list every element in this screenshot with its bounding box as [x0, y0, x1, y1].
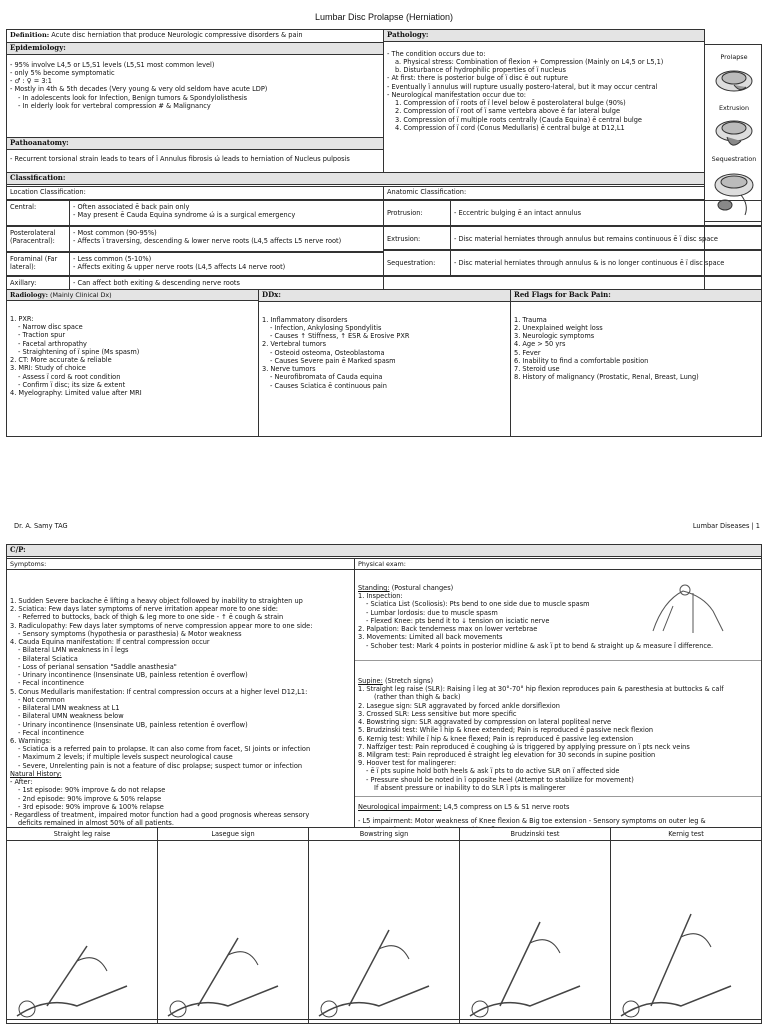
list-item: 6. Kernig test: While ï hip & knee flexed; Pain is reproduced ē passive leg extension	[358, 734, 634, 743]
list-item: - The condition occurs due to:	[387, 49, 486, 58]
list-item: - Eventually ï annulus will rupture usually postero-lateral, but it may occur central	[387, 82, 658, 91]
list-item: 3. Nerve tumors	[262, 365, 316, 374]
location-row-name: Axillary:	[6, 276, 70, 290]
illustration-caption: Lasegue sign	[157, 827, 309, 841]
location-row-name: Central:	[6, 200, 70, 226]
fig-label-prolapse: Prolapse	[720, 53, 748, 61]
list-item: - Schober test: Mark 4 points in posterior midline & ask ï pt to bend & straight up & measure ï difference.	[366, 641, 714, 650]
location-row-name: Posterolateral (Paracentral):	[6, 226, 70, 252]
list-item: - In elderly look for vertebral compression # & Malignancy	[18, 101, 211, 110]
list-item: - Referred to buttocks, back of thigh & leg more to one side - ↑ ē cough & strain	[18, 613, 284, 622]
list-item: - Causes Sciatica ē continuous pain	[270, 381, 387, 390]
fig-label-extrusion: Extrusion	[718, 104, 750, 112]
list-item: 1. Inflammatory disorders	[262, 315, 348, 324]
list-item: 2. Lasegue sign: SLR aggravated by forced ankle dorsiflexion	[358, 701, 560, 710]
list-item: 1. Inspection:	[358, 592, 403, 601]
neuro-note: L4,5 compress on L5 & S1 nerve roots	[443, 803, 570, 812]
redflags-header: Red Flags for Back Pain:	[511, 290, 761, 302]
list-item: - Maximum 2 levels; if multiple levels suspect neurological cause	[18, 753, 233, 762]
list-item: - Sciatica is a referred pain to prolapse. It can also come from facet, SI joints or infection	[18, 745, 311, 754]
location-desc-line: - Affects ï traversing, descending & lower nerve roots (L4,5 affects L5 nerve root)	[73, 237, 342, 246]
location-desc-line: - Affects exiting & upper nerve roots (L4,5 affects L4 nerve root)	[73, 263, 286, 272]
running-title: Lumbar Diseases | 1	[692, 522, 760, 530]
page-title: Lumbar Disc Prolapse (Herniation)	[314, 12, 454, 22]
list-item: - ♂ : ♀ = 3:1	[10, 77, 52, 86]
radiology-header: Radiology:	[10, 291, 48, 299]
physical-exam-header: Physical exam:	[355, 559, 761, 570]
list-item: 6. Inability to find a comfortable position	[514, 356, 649, 365]
list-item: - Loss of perianal sensation "Saddle anasthesia"	[18, 662, 177, 671]
epidemiology-header: Epidemiology:	[7, 43, 383, 55]
physical-exam-box	[354, 558, 762, 828]
list-item: 4. Bowstring sign: SLR aggravated by compression on lateral popliteal nerve	[358, 718, 612, 727]
list-item: 3. Compression of ï multiple roots centrally (Cauda Equina) ē central bulge	[395, 115, 642, 124]
classification-header: Classification:	[7, 173, 704, 185]
list-item: 3. Radiculopathy: Few days later symptoms of nerve compression appear more to one side:	[10, 621, 313, 630]
list-item: - Sensory symptoms (hypothesia or parasthesia) & Motor weakness	[18, 629, 242, 638]
neuro-label: Neurological impairment:	[358, 803, 442, 812]
anatomic-row-name: Sequestration:	[383, 250, 451, 276]
list-item: - Not common	[18, 695, 65, 704]
pathoanatomy-box	[6, 137, 384, 173]
list-item: - Causes Severe pain ē Marked spasm	[270, 356, 396, 365]
pathology-list	[384, 42, 704, 132]
natural-history-label: Natural History:	[10, 769, 62, 778]
illustration-caption: Kernig test	[610, 827, 762, 841]
list-item: - L5 impairment: Motor weakness of Knee flexion & Big toe extension - Sensory symptoms on outer leg &	[358, 817, 706, 826]
list-item: 3. Movements: Limited all back movements	[358, 633, 503, 642]
symptoms-list	[7, 570, 354, 770]
list-item: 3. Crossed SLR: Less sensitive but more specific	[358, 709, 517, 718]
location-desc-line: - May present ē Cauda Equina syndrome ώ is a surgical emergency	[73, 211, 296, 220]
posture-illustration	[633, 581, 753, 639]
radiology-list	[7, 301, 258, 397]
list-item: - Osteoid osteoma, Osteoblastoma	[270, 348, 385, 357]
list-item: 7. Steroid use	[514, 365, 560, 374]
list-item: - Bilateral UMN weakness below	[18, 712, 124, 721]
list-item: - 1st episode: 90% improve & do not relapse	[18, 786, 166, 795]
list-item: - Narrow disc space	[18, 323, 83, 332]
list-item: - In adolescents look for Infection, Benign tumors & Spondylolisthesis	[18, 93, 248, 102]
list-item: 4. Myelography: Limited value after MRI	[10, 389, 142, 398]
location-desc-line: - Most common (90-95%)	[73, 229, 157, 237]
anatomic-row-name: Protrusion:	[383, 200, 451, 226]
list-item: - only 5% become symptomatic	[10, 68, 115, 77]
definition-box	[6, 29, 384, 43]
list-item: - Severe, Unrelenting pain is not a feature of disc prolapse; suspect tumor or infection	[18, 761, 303, 770]
neuro-list	[355, 811, 761, 828]
list-item: 4. Cauda Equina manifestation: If central compression occur	[10, 638, 210, 647]
list-item: - At first: there is posterior bulge of ï disc ē out rupture	[387, 74, 568, 83]
list-item: - Neurofibromata of Cauda equina	[270, 373, 383, 382]
illustration-caption: Bowstring sign	[308, 827, 460, 841]
list-item: 1. Straight leg raise (SLR): Raising ï leg at 30°-70° hip flexion reproduces pain & paresthesia at buttocks & calf	[358, 685, 724, 694]
list-item: - Urinary incontinence (Insensinate UB, painless retention ē overflow)	[18, 671, 248, 680]
list-item: - Lumbar lordosis: due to muscle spasm	[366, 608, 498, 617]
list-item: - Pressure should be noted in ï opposite heel (Attempt to stabilize for movement)	[366, 775, 634, 784]
list-item: - Infection, Ankylosing Spondylitis	[270, 323, 382, 332]
list-item: 1. Compression of ï roots of ï level below ē posterolateral bulge (90%)	[395, 99, 626, 108]
list-item: - Assess ï cord & root condition	[18, 372, 121, 381]
anatomic-row-desc: - Disc material herniates through annulus but remains continuous ē ï disc space	[450, 226, 762, 250]
list-item: 4. Compression of ï cord (Conus Medullaris) ē central bulge at D12,L1	[395, 123, 625, 132]
list-item: If absent pressure or inability to do SLR ï pts is malingerer	[374, 783, 566, 792]
ddx-box	[258, 289, 511, 437]
list-item: 1. PXR:	[10, 315, 34, 323]
list-item: - 3rd episode: 90% improve & 100% relapse	[18, 802, 164, 811]
list-item: - Bilateral LMN weakness in ï legs	[18, 646, 129, 655]
list-item: 2. Unexplained weight loss	[514, 323, 603, 332]
list-item: - Neurological manifestation occur due to:	[387, 90, 526, 99]
redflags-box	[510, 289, 762, 437]
list-item: - Causes ↑ Stiffness, ↑ ESR & Erosive PXR	[270, 332, 410, 341]
supine-note: (Stretch signs)	[384, 676, 434, 685]
radiology-box	[6, 289, 259, 437]
pathology-header: Pathology:	[384, 30, 704, 42]
pathoanatomy-text: - Recurrent torsional strain leads to tears of ï Annulus fibrosis ώ leads to herniation of Nucleus pulposis	[10, 154, 350, 163]
supine-label: Supine:	[358, 676, 383, 685]
list-item: - ē ï pts supine hold both heels & ask ï pts to do active SLR on ï affected side	[366, 767, 620, 776]
list-item: 8. Milgram test: Pain reproduced ē straight leg elevation for 30 seconds in supine position	[358, 750, 656, 759]
radiology-note: (Mainly Clinical Dx)	[50, 291, 112, 299]
list-item: - Bilateral Sciatica	[18, 654, 78, 663]
list-item: 1. Trauma	[514, 315, 547, 324]
list-item: 3. Neurologic symptoms	[514, 332, 595, 341]
definition-text: Acute disc herniation that produce Neurologic compressive disorders & pain	[51, 31, 303, 39]
list-item: - Straightening of ï spine (Ms spasm)	[18, 347, 140, 356]
list-item: (rather than thigh & back)	[374, 693, 461, 702]
list-item: - Urinary incontinence (Insensinate UB, painless retention ē overflow)	[18, 720, 248, 729]
list-item: - 95% involve L4,5 or L5,S1 levels (L5,S1 most common level)	[10, 60, 215, 69]
list-item: - Confirm ï disc; its size & extent	[18, 380, 126, 389]
location-desc-line: - Less common (5-10%)	[73, 255, 152, 263]
list-item: 2. CT: More accurate & reliable	[10, 356, 112, 365]
list-item: - Fecal incontinence	[18, 728, 84, 737]
list-item: - Facetal arthropathy	[18, 339, 87, 348]
anatomic-row-desc: - Disc material herniates through annulus & is no longer continuous ē ï disc space	[450, 250, 762, 276]
pathoanatomy-header: Pathoanatomy:	[7, 138, 383, 150]
cp-header: C/P:	[7, 545, 761, 557]
symptoms-box	[6, 558, 355, 828]
list-item: 7. Naffziger test: Pain reproduced ē coughing ώ is triggered by applying pressure on ï pts neck veins	[358, 742, 690, 751]
symptoms-header: Symptoms:	[7, 559, 354, 570]
list-item: - Mostly in 4th & 5th decades (Very young & very old seldom have acute LDP)	[10, 85, 268, 94]
illustration-image	[459, 840, 611, 1024]
list-item: b. Disturbance of hydrophilic properties of ï nucleus	[395, 66, 566, 75]
list-item: a. Physical stress: Combination of flexion + Compression (Mainly on L4,5 or L5,1)	[395, 57, 664, 66]
list-item: 3. MRI: Study of choice	[10, 364, 86, 373]
list-item: 8. History of malignancy (Prostatic, Renal, Breast, Lung)	[514, 373, 699, 382]
location-classification-label: Location Classification:	[6, 186, 384, 200]
list-item: - After:	[10, 778, 33, 787]
epidemiology-box	[6, 42, 384, 138]
illustration-image	[610, 840, 762, 1024]
disc-figures-panel	[704, 44, 762, 222]
author: Dr. A. Samy TAG	[14, 522, 68, 530]
list-item: 2. Compression of ï root of ï same vertebra above ē far lateral bulge	[395, 107, 621, 116]
disc-extrusion-image	[713, 113, 755, 153]
supine-list	[355, 685, 761, 792]
list-item: - Traction spur	[18, 331, 66, 340]
location-row-desc	[69, 200, 384, 226]
list-item: 1. Sudden Severe backache ē lifting a heavy object followed by inability to straighten up	[10, 597, 303, 605]
list-item: deficits remained in almost 50% of all patients.	[18, 819, 174, 828]
list-item: - Flexed Knee: pts bend it to ↓ tension on isciatic nerve	[366, 616, 550, 625]
location-desc-line: - Can affect both exiting & descending nerve roots	[73, 279, 240, 287]
redflags-list	[511, 302, 761, 382]
list-item: 2. Vertebral tumors	[262, 340, 327, 349]
ddx-list	[259, 302, 510, 390]
illustration-image	[6, 840, 158, 1024]
list-item: 9. Hoover test for malingerer:	[358, 759, 457, 768]
list-item: 2. Palpation: Back tenderness max on lower vertebrae	[358, 625, 538, 634]
illustration-caption: Brudzinski test	[459, 827, 611, 841]
illustration-image	[308, 840, 460, 1024]
list-item: 5. Brudzinski test: While ï hip & knee extended; Pain is reproduced ē passive neck flexion	[358, 726, 654, 735]
epidemiology-list	[7, 55, 383, 110]
list-item: - Fecal incontinence	[18, 679, 84, 688]
natural-history-list	[7, 778, 354, 827]
list-item: 4. Age > 50 yrs	[514, 340, 566, 349]
list-item: 6. Warnings:	[10, 736, 52, 745]
fig-label-sequestration: Sequestration	[711, 155, 757, 163]
list-item: 2. Sciatica: Few days later symptoms of nerve irritation appear more to one side:	[10, 605, 279, 614]
list-item: - 2nd episode: 90% improve & 50% relapse	[18, 794, 162, 803]
anatomic-row-desc: - Eccentric bulging ē an intact annulus	[450, 200, 762, 226]
anatomic-row-name: Extrusion:	[383, 226, 451, 250]
list-item: - Regardless of treatment, impaired motor function had a good prognosis whereas sensory	[10, 811, 310, 820]
location-row-desc	[69, 252, 384, 276]
illustration-caption: Straight leg raise	[6, 827, 158, 841]
disc-prolapse-image	[713, 63, 755, 99]
definition-label: Definition:	[10, 31, 50, 39]
pathology-box	[383, 29, 705, 173]
list-item: 5. Conus Medullaris manifestation: If central compression occurs at a higher level D12,L1:	[10, 687, 308, 696]
list-item: - Bilateral LMN weakness at L1	[18, 704, 120, 713]
illustration-image	[157, 840, 309, 1024]
location-row-name: Foraminal (Far lateral):	[6, 252, 70, 276]
location-row-desc	[69, 226, 384, 252]
location-desc-line: - Often associated ē back pain only	[73, 203, 190, 211]
location-row-desc	[69, 276, 384, 290]
standing-note: (Postural changes)	[391, 584, 454, 592]
empty-cell	[383, 276, 762, 290]
list-item: - Sciatica List (Scoliosis): Pts bend to one side due to muscle spasm	[366, 600, 590, 609]
standing-label: Standing:	[358, 584, 390, 592]
list-item: 5. Fever	[514, 348, 541, 357]
anatomic-classification-label: Anatomic Classification:	[383, 186, 705, 200]
ddx-header: DDx:	[259, 290, 510, 302]
